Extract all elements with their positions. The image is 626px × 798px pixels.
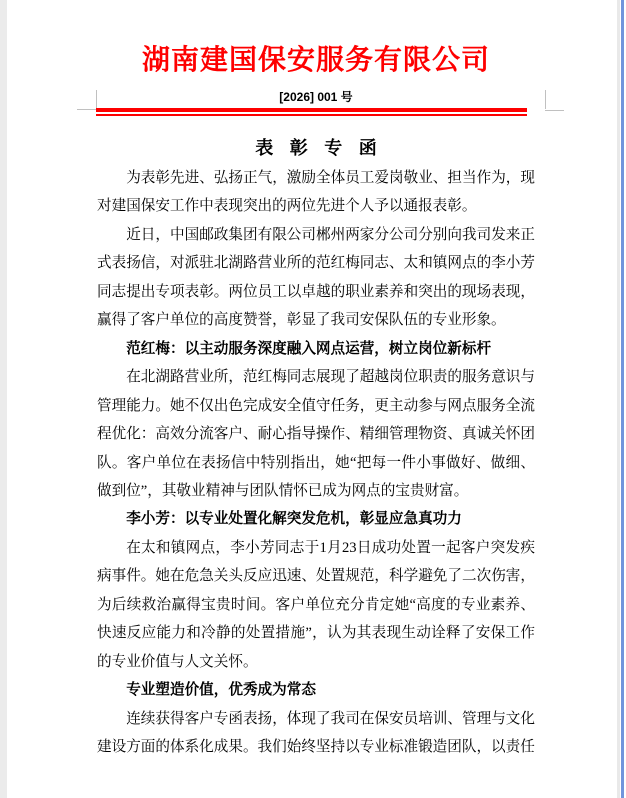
letterhead-company-name: 湖南建国保安服务有限公司 bbox=[141, 45, 490, 76]
letterhead-divider-thin-rule bbox=[96, 114, 527, 116]
document-title: 表 彰 专 函 bbox=[255, 138, 383, 158]
paragraph: 为表彰先进、弘扬正气，激励全体员工爱岗敬业、担当作为，现对建国保安工作中表现突出的两位先进个人予以通报表彰。 bbox=[97, 170, 535, 215]
section-heading: 专业塑造价值，优秀成为常态 bbox=[126, 682, 316, 699]
margin-crop-mark-top-right-vertical bbox=[545, 90, 546, 109]
window-background-right bbox=[617, 0, 620, 798]
section-heading: 李小芳：以专业处置化解突发危机，彰显应急真功力 bbox=[126, 511, 462, 528]
letterhead-doc-number: [2026] 001 号 bbox=[279, 90, 353, 104]
paragraph: 在北湖路营业所，范红梅同志展现了超越岗位职责的服务意识与管理能力。她不仅出色完成安全值守任务，更主动参与网点服务全流程优化：高效分流客户、耐心指导操作、精细管理物资、真诚关怀团队。客户单位在表扬信中特别指出，她“把每一件小事做好、做细、做到位”，其敬业精神与团队情怀已成为网点的宝贵财富。 bbox=[97, 369, 535, 499]
letterhead-divider-thick-rule bbox=[96, 108, 527, 112]
document-body-text-area[interactable] bbox=[97, 164, 535, 798]
paragraph: 在太和镇网点，李小芳同志于1月23日成功处置一起客户突发疾病事件。她在危急关头反应迅速、处置规范，科学避免了二次伤害，为后续救治赢得宝贵时间。客户单位充分肯定她“高度的专业素养、快速反应能力和冷静的处置措施”，认为其表现生动诠释了安保工作的专业价值与人文关怀。 bbox=[97, 539, 535, 670]
document-page bbox=[7, 0, 617, 798]
window-edge-bar bbox=[621, 0, 624, 798]
window-background-left bbox=[0, 0, 7, 798]
margin-crop-mark-top-left-vertical bbox=[96, 90, 97, 109]
margin-crop-mark-top-left-horizontal bbox=[77, 109, 96, 110]
paragraph: 近日，中国邮政集团有限公司郴州两家分公司分别向我司发来正式表扬信，对派驻北湖路营业所的范红梅同志、太和镇网点的李小芳同志提出专项表彰。两位员工以卓越的职业素养和突出的现场表现，赢得了客户单位的高度赞誉，彰显了我司安保队伍的专业形象。 bbox=[97, 226, 535, 329]
margin-crop-mark-top-right-horizontal bbox=[545, 110, 564, 111]
paragraph: 连续获得客户专函表扬，体现了我司在保安员培训、管理与文化建设方面的体系化成果。我们始终坚持以专业标准锻造团队，以责任 bbox=[97, 710, 535, 756]
section-heading: 范红梅：以主动服务深度融入网点运营，树立岗位新标杆 bbox=[126, 340, 492, 357]
